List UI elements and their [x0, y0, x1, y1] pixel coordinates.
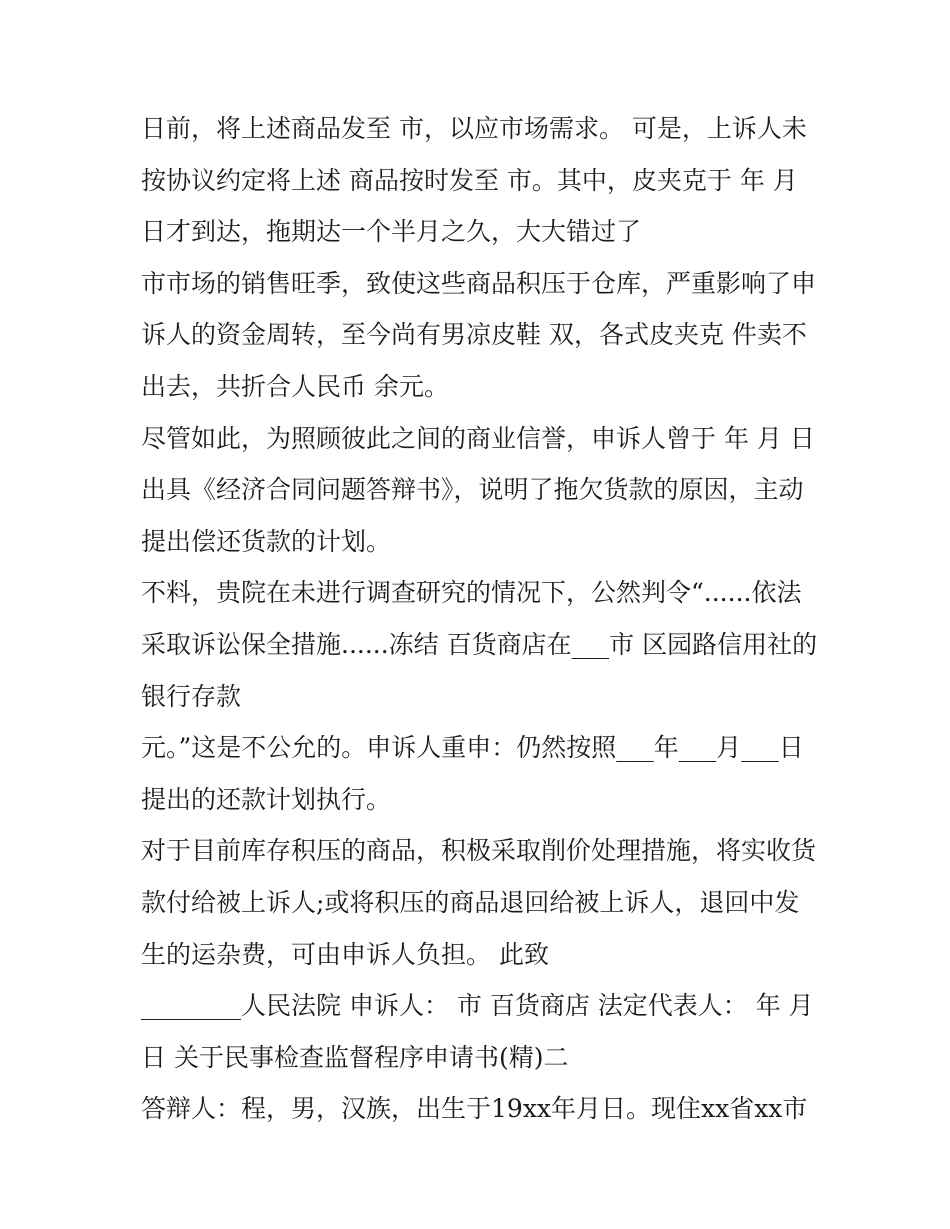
document-body	[141, 103, 821, 1135]
text-line: 提出偿还货款的计划。	[141, 526, 392, 556]
text-line: 出去，共折合人民币 余元。	[141, 371, 449, 401]
text-line: 市市场的销售旺季，致使这些商品积压于仓库，严重影响了申	[141, 268, 817, 298]
text-line: 提出的还款计划执行。	[141, 784, 392, 814]
text-line: 尽管如此，为照顾彼此之间的商业信誉，申诉人曾于 年 月 日	[141, 423, 815, 453]
text-line: 不料，贵院在未进行调查研究的情况下，公然判令“......依法	[141, 578, 802, 608]
text-line: 日才到达，拖期达一个半月之久，大大错过了	[141, 217, 642, 247]
text-line: 答辩人：程，男，汉族，出生于19xx年月日。现住xx省xx市	[141, 1094, 808, 1124]
text-line: 对于目前库存积压的商品，积极采取削价处理措施，将实收货	[141, 836, 817, 866]
text-line: 诉人的资金周转，至今尚有男凉皮鞋 双，各式皮夹克 件卖不	[141, 320, 807, 350]
text-line: 出具《经济合同问题答辩书》，说明了拖欠货款的原因，主动	[141, 475, 804, 505]
text-line: 银行存款	[141, 681, 242, 711]
text-line: 按协议约定将上述 商品按时发至 市。其中，皮夹克于 年 月	[141, 165, 798, 195]
text-line: 元。”这是不公允的。申诉人重申：仍然按照___年___月___日	[141, 733, 804, 763]
text-line: 采取诉讼保全措施......冻结 百货商店在___市 区园路信用社的	[141, 629, 818, 659]
text-line: 日 关于民事检查监督程序申请书(精)二	[141, 1042, 569, 1072]
text-line: 日前，将上述商品发至 市，以应市场需求。 可是，上诉人未	[141, 114, 807, 143]
text-line: 生的运杂费，可由申诉人负担。 此致	[141, 939, 549, 969]
text-line: ________人民法院 申诉人： 市 百货商店 法定代表人： 年 月	[141, 991, 814, 1021]
text-line: 款付给被上诉人;或将积压的商品退回给被上诉人，退回中发	[141, 887, 800, 917]
